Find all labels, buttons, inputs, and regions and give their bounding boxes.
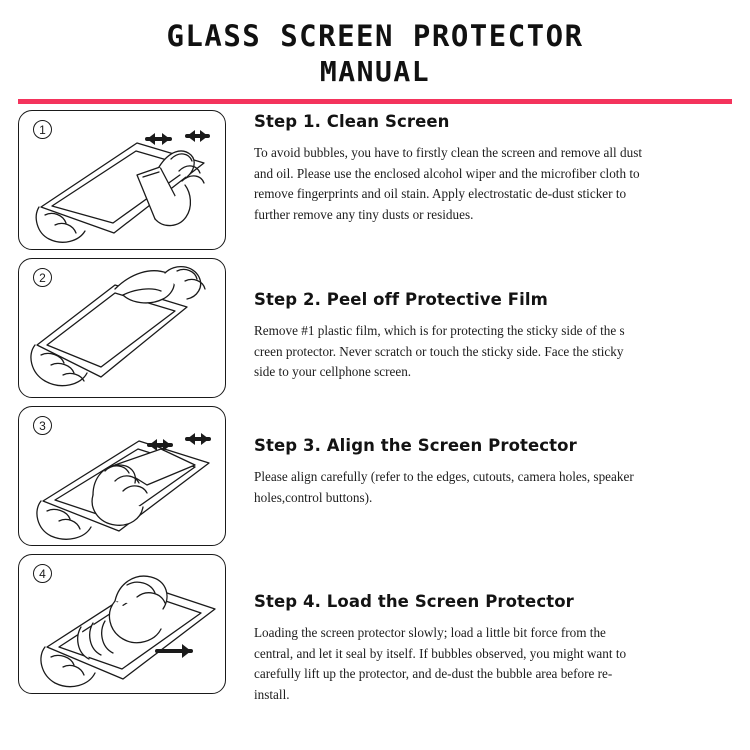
step-4-title: Step 4. Load the Screen Protector: [254, 592, 574, 612]
step-item: [0, 258, 750, 398]
header-divider: [18, 99, 732, 104]
step-2-title: Step 2. Peel off Protective Film: [254, 290, 548, 310]
step-4-text: [226, 554, 732, 705]
document-header: [0, 0, 750, 104]
step-4-body: Loading the screen protector slowly; load a little bit force from the central, and let it seal by itself. If bubbles observed, you might want to carefully lift up the protector, and de-dust the bubble area before re-install.: [254, 625, 627, 702]
steps-list: [0, 110, 750, 705]
step-1-figure: [18, 110, 226, 250]
step-2-figure: [18, 258, 226, 398]
step-3-text: [226, 406, 732, 508]
step-number-badge: 2: [33, 268, 52, 287]
step-3-body: Please align carefully (refer to the edges, cutouts, camera holes, speaker holes,control buttons).: [254, 469, 634, 505]
step-number-badge: 3: [33, 416, 52, 435]
step-3-figure: [18, 406, 226, 546]
step-1-title: Step 1. Clean Screen: [254, 112, 450, 132]
page-title-line-1: GLASS SCREEN PROTECTOR: [166, 19, 584, 53]
step-4-figure: [18, 554, 226, 694]
step-item: [0, 406, 750, 546]
step-number-badge: 1: [33, 120, 52, 139]
step-2-text: [226, 258, 732, 382]
page-title-line-2: MANUAL: [319, 55, 431, 89]
step-item: [0, 110, 750, 250]
step-1-body: To avoid bubbles, you have to firstly clean the screen and remove all dust and oil. Please use the enclosed alcohol wiper and the microfiber cloth to remove fingerprints and oil stain. Apply electrostatic de-dust sticker to further remove any tiny dusts or residues.: [254, 145, 642, 222]
step-item: [0, 554, 750, 705]
step-1-text: [226, 110, 732, 225]
step-3-title: Step 3. Align the Screen Protector: [254, 436, 577, 456]
step-2-body: Remove #1 plastic film, which is for protecting the sticky side of the s creen protector. Never scratch or touch the sticky side. Face the sticky side to your cellphone screen.: [254, 323, 625, 380]
step-number-badge: 4: [33, 564, 52, 583]
